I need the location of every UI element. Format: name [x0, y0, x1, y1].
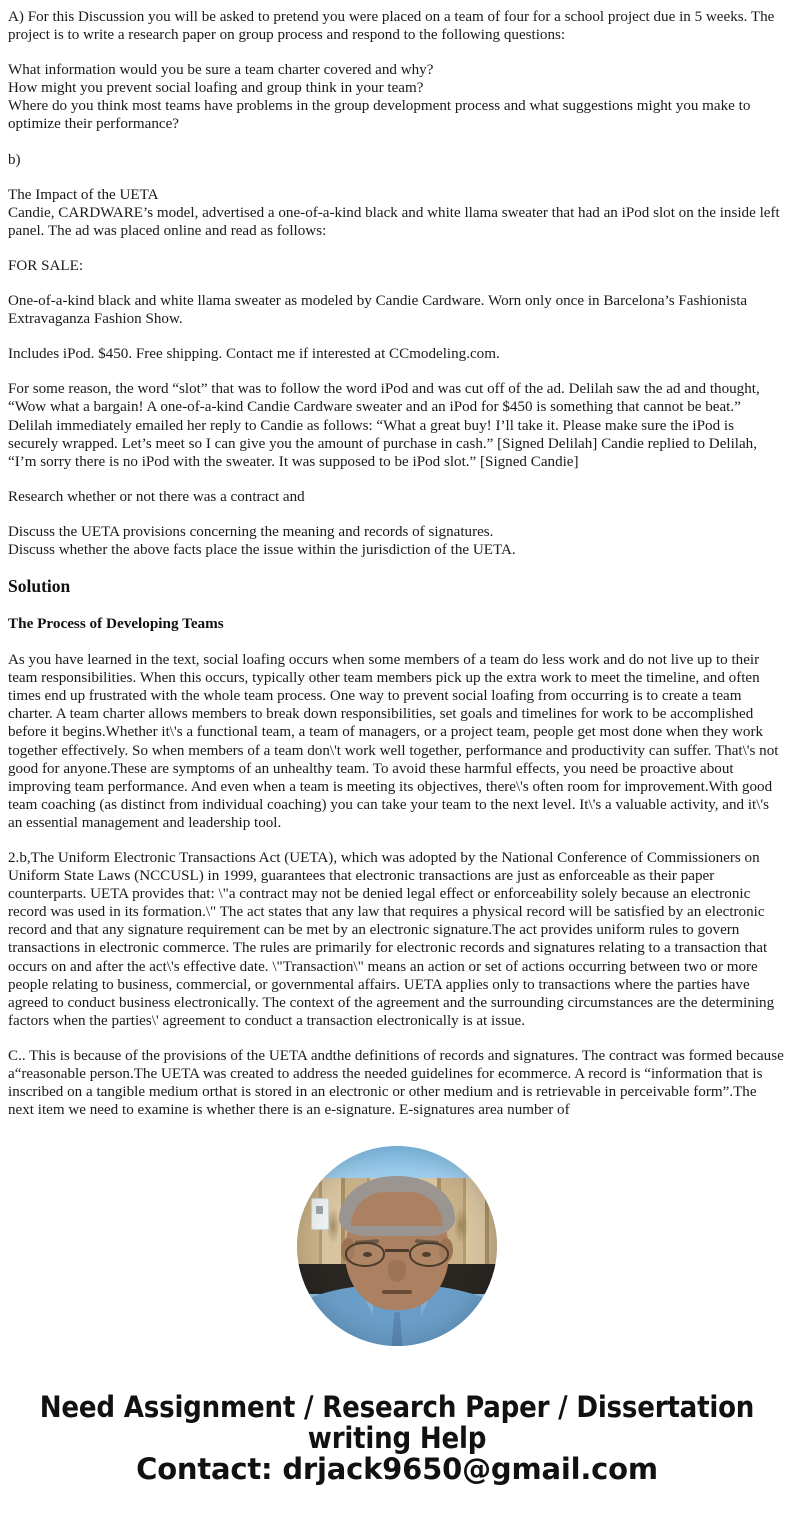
- question-b-setup: Candie, CARDWARE’s model, advertised a one-of-a-kind black and white llama sweater that had an iPod slot on the inside left panel. The ad was placed online and read as follows:: [8, 204, 780, 239]
- question-a-intro: A) For this Discussion you will be asked to pretend you were placed on a team of four for a school project due in 5 weeks. The project is to write a research paper on group process and respond to the following questions:: [8, 9, 775, 44]
- question-b-title: The Impact of the UETA: [8, 186, 159, 203]
- promo-footer: [8, 1392, 786, 1501]
- task-list: [8, 523, 786, 559]
- question-b-heading-block: [8, 186, 786, 240]
- photo-mouth: [382, 1290, 412, 1294]
- question-a-item-2: How might you prevent social loafing and group think in your team?: [8, 80, 424, 97]
- promo-contact: Contact: drjack9650@gmail.com: [136, 1452, 658, 1487]
- solution-subheading: The Process of Developing Teams: [8, 615, 224, 633]
- ad-heading: FOR SALE:: [8, 257, 84, 274]
- question-a-item-3: Where do you think most teams have problems in the group development process and what suggestions might you make to optimize their performance?: [8, 98, 751, 133]
- photo-nose: [388, 1260, 406, 1282]
- photo-light-switch: [311, 1198, 329, 1230]
- task-discuss-jurisdiction: Discuss whether the above facts place the issue within the jurisdiction of the UETA.: [8, 541, 516, 558]
- question-a-list: [8, 61, 786, 133]
- solution-paragraph-2: 2.b,The Uniform Electronic Transactions Act (UETA), which was adopted by the National Conference of Commissioners on Uniform State Laws (NCCUSL) in 1999, guarantees that electronic transactions are just as enforceable as their paper counterparts. UETA provides that: \"a contract may not be denied legal effect or enforceability solely because an electronic record was used in its formation.\" The act states that any law that requires a physical record will be satisfied by an electronic record and that any signature requirement can be met by an electronic signature.The act provides uniform rules to govern transactions in electronic commerce. The rules are primarily for electronic records and signatures relating to a transaction that occurs on and after the act\'s effective date. \"Transaction\" means an action or set of actions occurring between two or more people relating to business, commercial, or governmental affairs. UETA applies only to transactions where the parties have agreed to conduct business electronically. The context of the agreement and the surrounding circumstances are the determining factors when the parties\' agreement to conduct a transaction electronically is at issue.: [8, 850, 775, 1029]
- solution-paragraph-3: C.. This is because of the provisions of the UETA andthe definitions of records and signatures. The contract was formed because a“reasonable person.The UETA was created to address the needed guidelines for ecommerce. A record is “information that is inscribed on a tangible medium orthat is stored in an electronic or other medium and is retrievable in perceivable form”.The next item we need to examine is whether there is an e-signature. E-signatures area number of: [8, 1047, 784, 1119]
- promo-headline: Need Assignment / Research Paper / Dissertation writing Help: [39, 1390, 755, 1456]
- question-a-item-1: What information would you be sure a team charter covered and why?: [8, 62, 434, 79]
- profile-photo: [297, 1146, 497, 1346]
- profile-photo-container: [8, 1146, 786, 1346]
- solution-paragraph-1: As you have learned in the text, social loafing occurs when some members of a team do less work and do not live up to their team responsibilities. When this occurs, typically other team members pick up the extra work to meet the timeline, and often times end up frustrated with the whole team process. One way to prevent social loafing from occurring is to create a team charter. A team charter allows members to break down responsibilities, set goals and timelines for work to be accomplished before it begins.Whether it\'s a functional team, a team of managers, or a project team, people get most done when they work together effectively. So when members of a team don\'t work well together, performance and productivity can suffer. That\'s not good for anyone.These are symptoms of an unhealthy team. To avoid these harmful effects, you need be proactive about improving team performance. And even when a team is meeting its objectives, there\'s often room for improvement.With good team coaching (as distinct from individual coaching) you can take your team to the next level. It\'s a valuable activity, and it\'s an essential management and leadership tool.: [8, 652, 779, 831]
- photo-glasses-bridge: [385, 1249, 409, 1251]
- task-research-contract: Research whether or not there was a contract and: [8, 488, 305, 505]
- ad-price-line: Includes iPod. $450. Free shipping. Contact me if interested at CCmodeling.com.: [8, 346, 500, 363]
- photo-lens-left: [345, 1242, 385, 1267]
- ad-body: One-of-a-kind black and white llama sweater as modeled by Candie Cardware. Worn only once in Barcelona’s Fashionista Extravaganza Fashion Show.: [8, 293, 748, 328]
- case-facts: For some reason, the word “slot” that was to follow the word iPod and was cut off of the ad. Delilah saw the ad and thought, “Wow what a bargain! A one-of-a-kind Candie Cardware sweater and an iPod for $450 is something that cannot be beat.” Delilah immediately emailed her reply to Candie as follows: “What a great buy! I’ll take it. Please make sure the iPod is securely wrapped. Let’s meet so I can give you the amount of purchase in cash.” [Signed Delilah] Candie replied to Delilah, “I’m sorry there is no iPod with the sweater. It was supposed to be iPod slot.” [Signed Candie]: [8, 381, 760, 470]
- photo-lens-right: [409, 1242, 449, 1267]
- question-b-label: b): [8, 151, 21, 168]
- solution-heading: Solution: [8, 576, 71, 597]
- task-discuss-signatures: Discuss the UETA provisions concerning the meaning and records of signatures.: [8, 523, 494, 540]
